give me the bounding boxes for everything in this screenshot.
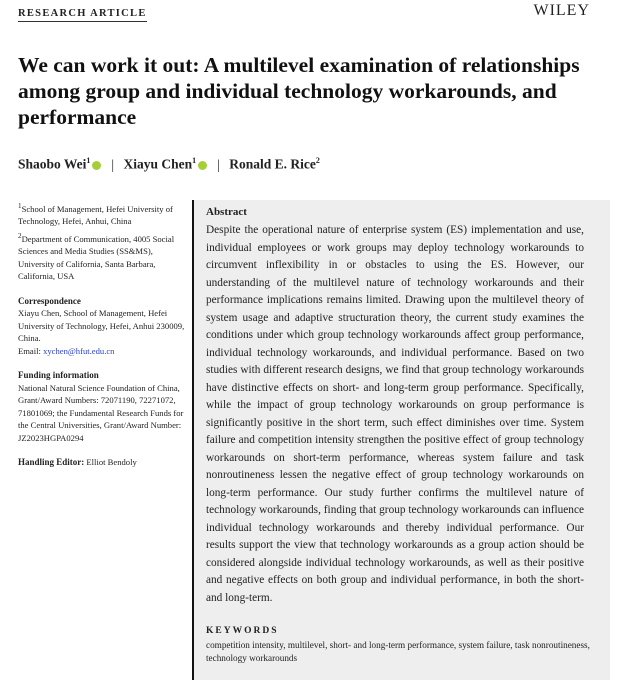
handling-editor <box>18 456 188 469</box>
correspondence-heading: Correspondence <box>18 295 81 306</box>
article-type-label: RESEARCH ARTICLE <box>18 8 147 22</box>
author-affiliation-sup: 2 <box>315 156 320 165</box>
separator: | <box>111 156 115 172</box>
keywords-heading: KEYWORDS <box>206 626 279 636</box>
separator: | <box>217 156 220 172</box>
keywords-text: competition intensity, multilevel, short- and long-term performance, system failure, task nonroutineness, technology workarounds <box>206 640 590 663</box>
author-list <box>18 156 320 173</box>
email-label: Email: <box>18 345 44 356</box>
affiliation <box>18 200 188 228</box>
funding <box>18 369 188 444</box>
email-link[interactable]: xychen@hfut.edu.cn <box>43 345 115 356</box>
author-name[interactable]: Ronald E. Rice <box>229 156 316 172</box>
article-title: We can work it out: A multilevel examination of relationships among group and individual technology workarounds, and performance <box>18 53 580 129</box>
abstract-box <box>192 200 610 680</box>
affiliation-text: Department of Communication, 4005 Social Sciences and Media Studies (SS&MS), University of California, Santa Barbara, California, USA <box>18 233 175 282</box>
abstract-heading: Abstract <box>206 206 247 218</box>
author-name[interactable]: Shaobo Wei <box>18 156 87 172</box>
orcid-icon[interactable] <box>92 161 101 170</box>
funding-text: National Natural Science Foundation of China, Grant/Award Numbers: 72071190, 72271072, 71801069; the Fundamental Research Funds for the Central Universities, Grant/Award Number: JZ2023HGPA0294 <box>18 382 184 443</box>
article-info-column <box>18 200 188 471</box>
keywords-section <box>206 626 591 665</box>
author-name[interactable]: Xiayu Chen <box>123 156 193 172</box>
affiliation-text: School of Management, Hefei University of Technology, Hefei, Anhui, China <box>18 203 173 227</box>
author-affiliation-sup: 1 <box>192 156 197 165</box>
affiliation-sup: 1 <box>18 202 22 210</box>
funding-heading: Funding information <box>18 370 99 381</box>
affiliation-sup: 2 <box>18 231 22 240</box>
affiliation <box>18 230 188 283</box>
correspondence-text: Xiayu Chen, School of Management, Hefei University of Technology, Hefei, Anhui 230009, China. <box>18 308 185 344</box>
abstract-text: Despite the operational nature of enterprise system (ES) implementation and use, individual employees or work groups may deploy technology workarounds to circumvent inflexibility in or obstacles to using the ES. However, our understanding of the multilevel nature of technology workarounds and their performance implications remains limited. Drawing upon the multilevel theory of system usage and adaptive structuration theory, the current study examines the conditions under which group technology workarounds affect group performance, individual technology workarounds, and individual performance. Based on two studies with different research designs, we find that group technology workarounds have distinctive effects on short- and long-term group performance. Specifically, while the impact of group technology workarounds on group performance is significantly positive in the short term, such effect diminishes over time. System failure and competition intensity strengthen the positive effect of group technology workarounds on short-term performance, whereas system failure and task nonroutineness lessen the negative effect of group technology workarounds on long-term performance. Our study further confirms the multilevel nature of technology workarounds, finding that group technology workarounds can influence individual technology workarounds and thereby individual performance. Our results support the view that technology workarounds as a group action should be considered alongside individual technology workarounds, as well as their positive and negative effects on both group and individual performance, in both the short- and long-term. <box>206 224 584 604</box>
editor-label: Handling Editor: <box>18 457 85 468</box>
correspondence <box>18 295 188 358</box>
orcid-icon[interactable] <box>198 161 207 170</box>
editor-name: Elliot Bendoly <box>84 457 137 468</box>
publisher-logo: WILEY <box>533 2 590 19</box>
author-affiliation-sup: 1 <box>86 156 91 165</box>
